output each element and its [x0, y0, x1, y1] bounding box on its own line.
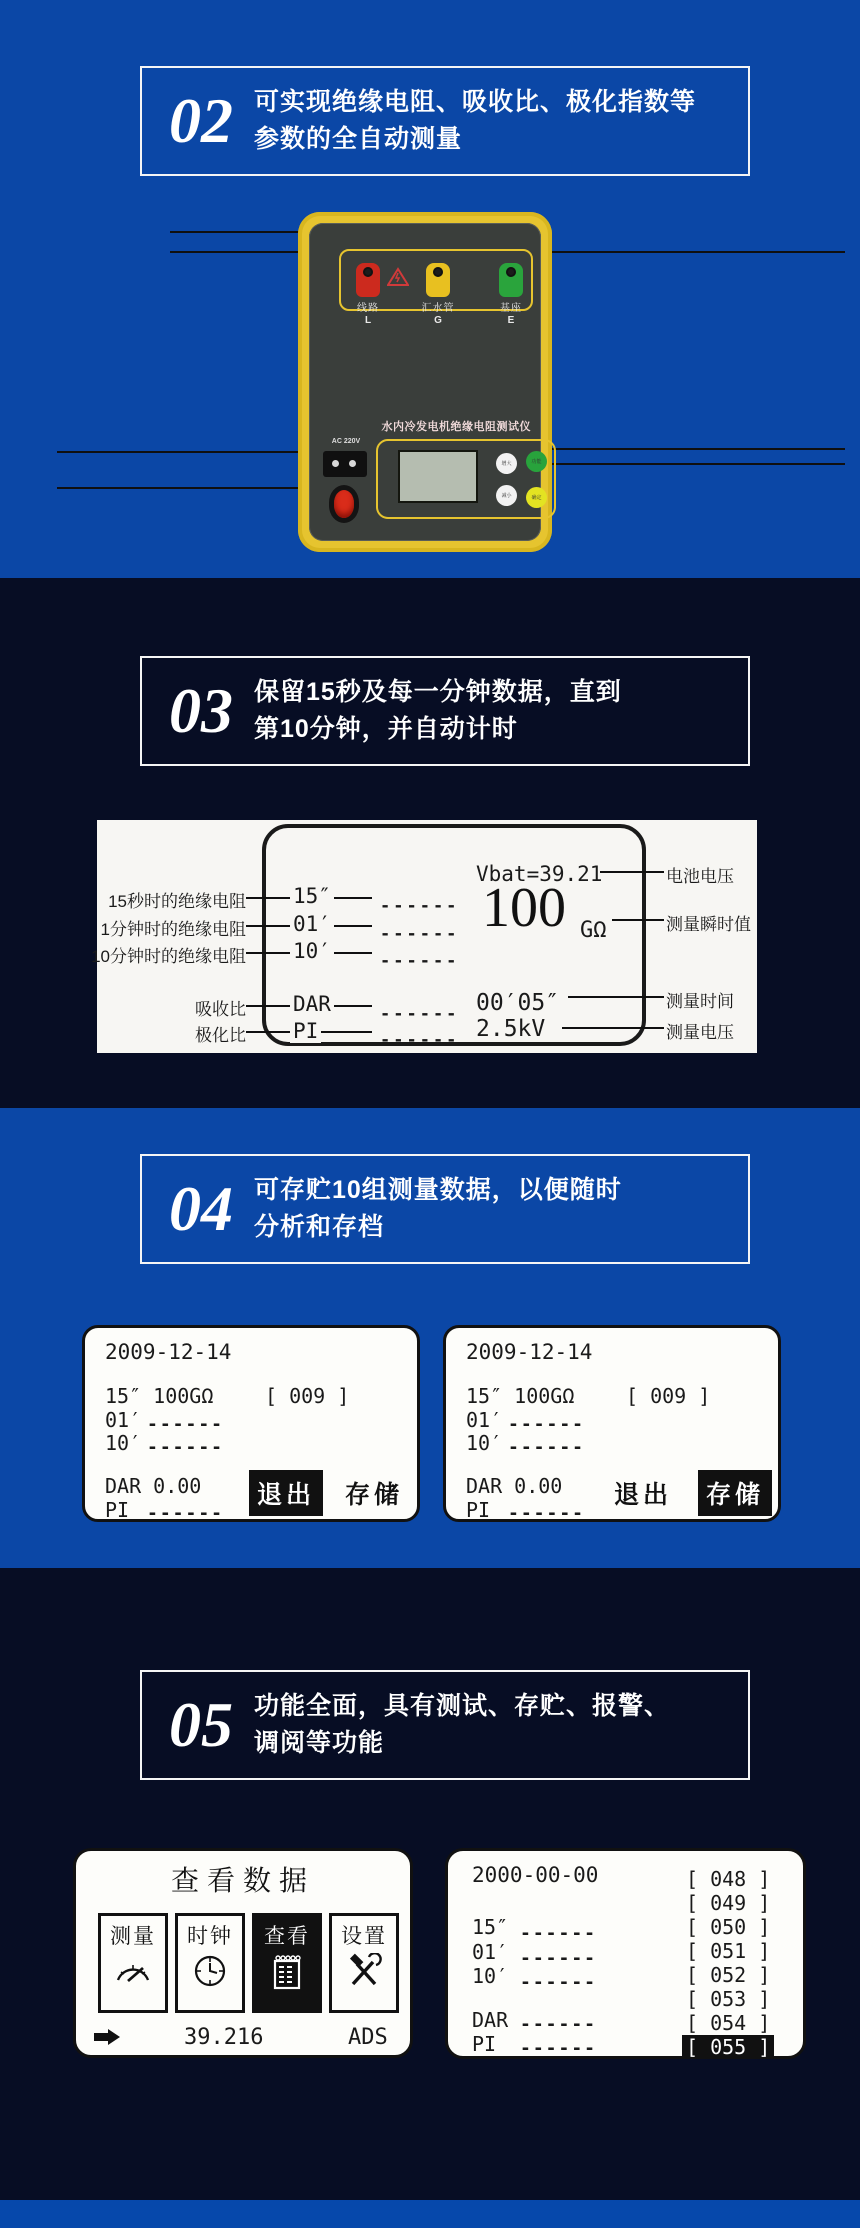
row-pi: PI: [472, 2032, 497, 2056]
battery-reading: 39.216: [184, 2025, 264, 2050]
gauge-icon: [114, 1953, 152, 1985]
row-dar: DAR: [472, 2008, 509, 2032]
menu-screen-title: 查看数据: [170, 1866, 315, 1897]
feature-box-04: [140, 1154, 750, 1264]
row-dashes: ------: [520, 2038, 598, 2059]
row-dar: DAR 0.00: [105, 1474, 202, 1498]
feature-title-line1: 功能全面，具有测试、存贮、报警、: [254, 1691, 671, 1720]
callout-line: [600, 871, 664, 873]
feature-box-05: [140, 1670, 750, 1780]
lcd-row-dashes: ------: [380, 1030, 460, 1050]
terminal-hole: [506, 267, 516, 277]
label-r10min: 10分钟时的绝缘电阻: [91, 947, 246, 966]
feature-title-line1: 可存贮10组测量数据，以便随时: [254, 1175, 622, 1204]
bottom-divider-strip: [0, 2200, 860, 2228]
lcd-row-key: 01′: [290, 912, 334, 936]
terminal-label: 线路: [357, 303, 379, 314]
label-measure-voltage: 测量电压: [666, 1023, 734, 1042]
feature-box-02: [140, 66, 750, 176]
row-01m: 01′: [466, 1408, 503, 1432]
device-lcd-screen: [398, 450, 478, 503]
row-dashes: ------: [520, 1923, 598, 1944]
record-index: [ 009 ]: [265, 1384, 350, 1408]
decrease-button: 减小: [496, 485, 517, 506]
label-r15s: 15秒时的绝缘电阻: [108, 892, 246, 911]
label-measure-time: 测量时间: [666, 992, 734, 1011]
power-switch-rocker: [334, 490, 354, 518]
screen-date: 2000-00-00: [472, 1863, 599, 1887]
row-dashes: ------: [520, 2014, 598, 2035]
exit-softkey: 退出: [249, 1470, 323, 1516]
row-dashes: ------: [147, 1437, 225, 1458]
record-slot: [ 051 ]: [686, 1939, 771, 1963]
socket-pin: [349, 460, 356, 467]
mode-indicator: ADS: [348, 2025, 388, 2050]
row-dashes: ------: [508, 1503, 586, 1524]
lcd-row-key: 15″: [290, 884, 334, 908]
row-10m: 10′: [472, 1964, 509, 1988]
terminal-L-red: [356, 263, 380, 297]
terminal-hole: [433, 267, 443, 277]
row-pi: PI: [466, 1498, 491, 1522]
control-zone: [376, 439, 556, 519]
label-dar: 吸收比: [195, 1000, 246, 1019]
feature-title-line2: 分析和存档: [254, 1213, 385, 1241]
row-dar: DAR 0.00: [466, 1474, 563, 1498]
lcd-row-key: DAR: [290, 992, 334, 1016]
record-slot: [ 054 ]: [686, 2011, 771, 2035]
feature-title: [254, 1688, 670, 1763]
terminal-G-yellow: [426, 263, 450, 297]
lcd-row-dashes: ------: [380, 924, 460, 944]
confirm-button: 确定: [526, 487, 547, 508]
row-15s: 15″ 100GΩ: [466, 1384, 575, 1408]
record-slot: [ 053 ]: [686, 1987, 771, 2011]
terminal-E-green: [499, 263, 523, 297]
terminal-letter: G: [434, 315, 442, 326]
store-screen-save: [443, 1325, 781, 1522]
ac-power-socket: [323, 451, 367, 477]
menu-item-label: 设置: [341, 1924, 387, 1948]
measure-time-value: 00′05″: [476, 990, 560, 1016]
row-dashes: ------: [508, 1437, 586, 1458]
socket-pin: [332, 460, 339, 467]
record-slot: [ 048 ]: [686, 1867, 771, 1891]
row-dashes: ------: [508, 1414, 586, 1435]
menu-item-clock: [175, 1913, 245, 2013]
menu-item-label: 查看: [264, 1924, 310, 1948]
lcd-row-dashes: ------: [380, 1004, 460, 1024]
increase-button: 增大: [496, 453, 517, 474]
store-screen-exit: [82, 1325, 420, 1522]
feature-title: [254, 674, 622, 749]
notepad-icon: [270, 1953, 304, 1991]
row-dashes: ------: [147, 1414, 225, 1435]
feature-number: 03: [169, 675, 233, 746]
lcd-row-key: 10′: [290, 939, 334, 963]
menu-screen: [73, 1848, 413, 2058]
label-instant-value: 测量瞬时值: [666, 915, 751, 934]
row-dashes: ------: [520, 1972, 598, 1993]
tools-icon: [345, 1953, 383, 1989]
record-slot-selected: [ 055 ]: [682, 2035, 774, 2059]
terminal-label: 汇水管: [421, 303, 455, 314]
terminal-label: 基座: [500, 303, 522, 314]
product-photo-tester: [298, 212, 552, 552]
label-r1min: 1分钟时的绝缘电阻: [100, 920, 246, 939]
exit-softkey: 退出: [613, 1481, 672, 1509]
screen-date: 2009-12-14: [466, 1340, 593, 1364]
label-battery-voltage: 电池电压: [666, 867, 734, 886]
row-01m: 01′: [105, 1408, 142, 1432]
feature-title-line1: 可实现绝缘电阻、吸收比、极化指数等: [254, 87, 697, 116]
terminal-zone: [339, 249, 533, 326]
label-pi: 极化比: [195, 1026, 246, 1045]
menu-item-settings: [329, 1913, 399, 2013]
feature-number: 04: [169, 1173, 233, 1244]
measure-voltage-value: 2.5kV: [476, 1016, 546, 1042]
menu-item-view-selected: [252, 1913, 322, 2013]
save-softkey: 存储: [698, 1470, 772, 1516]
lcd-row-dashes: ------: [380, 951, 460, 971]
menu-item-label: 时钟: [187, 1924, 233, 1948]
feature-title-line2: 参数的全自动测量: [254, 125, 463, 153]
feature-number: 05: [169, 1689, 233, 1760]
device-title: 水内冷发电机绝缘电阻测试仪: [381, 421, 531, 433]
row-01m: 01′: [472, 1940, 509, 1964]
record-slot: [ 050 ]: [686, 1915, 771, 1939]
cursor-arrow-icon: [94, 2029, 120, 2045]
ac-socket-label: AC 220V: [331, 438, 361, 445]
callout-line: [540, 448, 845, 450]
save-softkey: 存储: [344, 1481, 403, 1509]
feature-number: 02: [169, 85, 233, 156]
battery-voltage-value: Vbat=39.21: [476, 862, 603, 886]
feature-title-line2: 第10分钟，并自动计时: [254, 715, 518, 743]
record-slot: [ 049 ]: [686, 1891, 771, 1915]
menu-item-measure: [98, 1913, 168, 2013]
warning-icon: [387, 267, 409, 287]
terminal-letter: L: [364, 315, 372, 326]
screen-date: 2009-12-14: [105, 1340, 232, 1364]
device-front-panel: [309, 223, 541, 541]
row-dashes: ------: [147, 1503, 225, 1524]
record-slot: [ 052 ]: [686, 1963, 771, 1987]
feature-title-line2: 调阅等功能: [254, 1729, 385, 1757]
row-dashes: ------: [520, 1948, 598, 1969]
power-switch: [329, 485, 359, 523]
callout-line: [562, 1027, 664, 1029]
terminal-letter: E: [507, 315, 515, 326]
callout-line: [57, 487, 330, 489]
feature-title: [254, 1172, 622, 1247]
callout-line: [568, 996, 664, 998]
row-10m: 10′: [105, 1431, 142, 1455]
feature-box-03: [140, 656, 750, 766]
callout-line: [57, 451, 320, 453]
function-button: 功能: [526, 451, 547, 472]
callout-line: [612, 919, 664, 921]
menu-item-label: 测量: [110, 1924, 156, 1948]
feature-title-line1: 保留15秒及每一分钟数据，直到: [254, 677, 622, 706]
lcd-row-key: PI: [290, 1019, 321, 1043]
recall-screen: [445, 1848, 806, 2059]
row-10m: 10′: [466, 1431, 503, 1455]
clock-icon: [192, 1953, 228, 1989]
record-index: [ 009 ]: [626, 1384, 711, 1408]
feature-title: [254, 84, 696, 159]
row-15s: 15″: [472, 1915, 509, 1939]
lcd-row-dashes: ------: [380, 896, 460, 916]
row-pi: PI: [105, 1498, 130, 1522]
row-15s: 15″ 100GΩ: [105, 1384, 214, 1408]
instant-value: 100: [482, 877, 566, 939]
terminal-hole: [363, 267, 373, 277]
instant-unit: GΩ: [580, 918, 607, 943]
